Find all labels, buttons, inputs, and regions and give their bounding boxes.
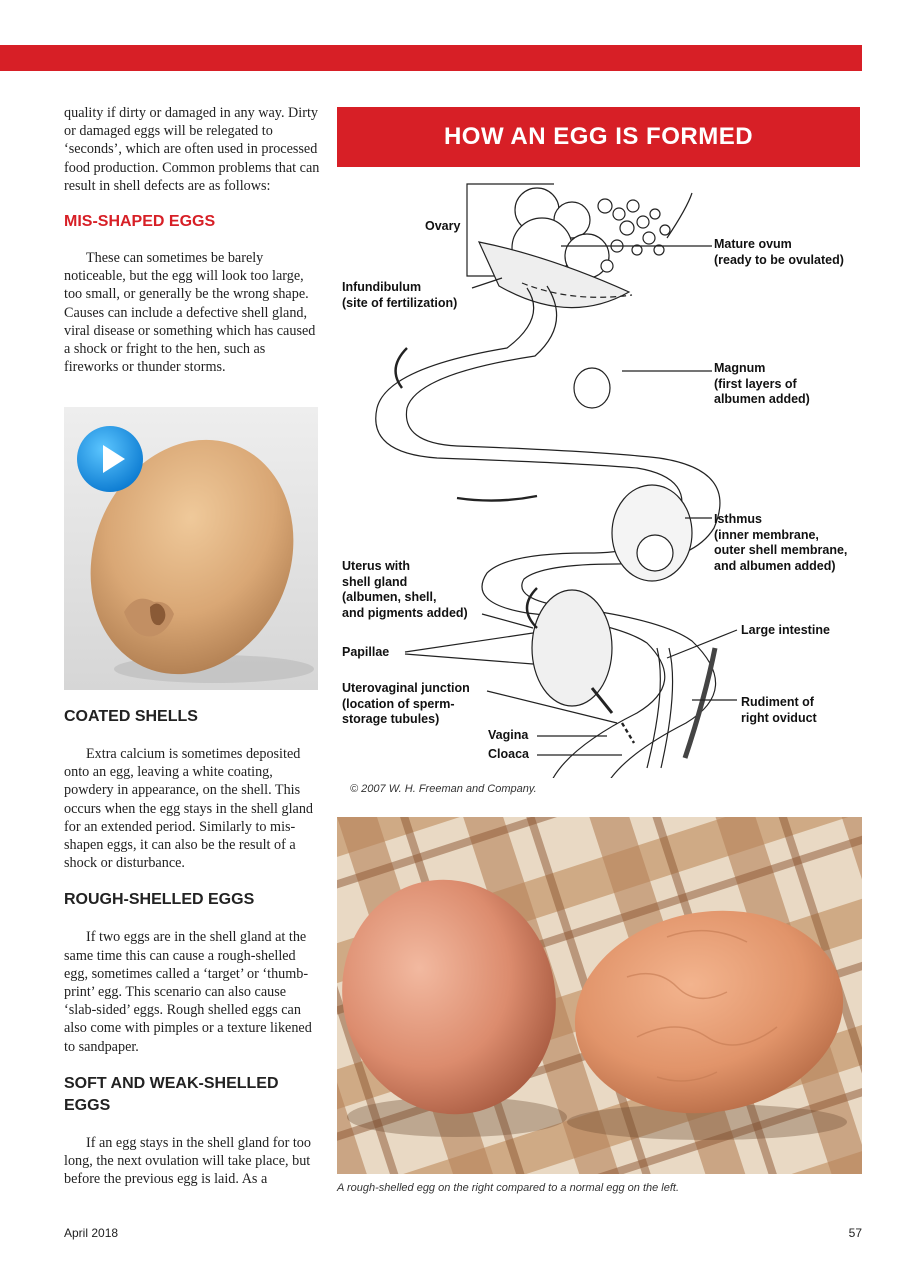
label-large-intestine: Large intestine [741, 623, 830, 637]
heading-rough-shelled-eggs: ROUGH-SHELLED EGGS [64, 891, 255, 909]
label-papillae: Papillae [342, 645, 390, 659]
label-ovary: Ovary [425, 219, 461, 233]
label-mature-ovum: Mature ovum (ready to be ovulated) [714, 237, 844, 267]
header-red-bar [0, 45, 862, 71]
footer-date: April 2018 [64, 1226, 119, 1240]
left-column-bottom [64, 706, 320, 1188]
heading-soft-weak-shelled-eggs: SOFT AND WEAK-SHELLED EGGS [64, 1074, 279, 1114]
label-uterovaginal-junction: Uterovaginal junction (location of sperm- storage tubules) [342, 681, 470, 726]
label-isthmus: Isthmus (inner membrane, outer shell membrane, and albumen added) [714, 512, 848, 573]
left-column-top [64, 104, 320, 376]
label-rudiment-right-oviduct: Rudiment of right oviduct [741, 695, 817, 725]
misshapen-egg-photo [64, 407, 318, 690]
heading-mis-shaped-eggs: MIS-SHAPED EGGS [64, 213, 216, 231]
paragraph-rough-shelled-eggs: If two eggs are in the shell gland at the same time this can cause a rough-shelled egg, sometimes called a ‘target’ or ‘thumb-print’ egg. This scenario can also cause ‘slab-sided’ eggs. Rough shelled eggs can also come with pimples or a texture likened to sandpaper. [64, 929, 312, 1055]
diagram-credit: © 2007 W. H. Freeman and Company. [350, 783, 537, 795]
page-number: 57 [848, 1226, 862, 1240]
label-vagina: Vagina [488, 728, 529, 742]
label-uterus: Uterus with shell gland (albumen, shell, and pigments added) [342, 559, 468, 620]
paragraph-mis-shaped-eggs: These can sometimes be barely noticeable, but the egg will look too large, too small, or generally be the wrong shape. Causes can include a defective shell gland, viral disease or something which has caused a shock or fright to the hen, such as fireworks or thunder storms. [64, 250, 316, 376]
label-magnum: Magnum (first layers of albumen added) [714, 361, 810, 406]
intro-paragraph: quality if dirty or damaged in any way. Dirty or damaged eggs will be relegated to ‘seconds’, which are often used in processed food production. Common problems that can result in shell defects are as follows: [64, 105, 320, 194]
rough-vs-normal-egg-photo [337, 817, 862, 1174]
photo-caption: A rough-shelled egg on the right compared to a normal egg on the left. [337, 1182, 680, 1194]
label-cloaca: Cloaca [488, 747, 529, 761]
paragraph-coated-shells: Extra calcium is sometimes deposited onto an egg, leaving a white coating, powdery in appearance, on the shell. This occurs when the egg stays in the shell gland for an extended period. Similarly to mis-shapen eggs, it can also be the result of a shock or disturbance. [64, 746, 314, 872]
play-icon[interactable] [76, 425, 144, 493]
label-infundibulum: Infundibulum (site of fertilization) [342, 280, 458, 310]
diagram-title: HOW AN EGG IS FORMED [337, 107, 860, 167]
heading-coated-shells: COATED SHELLS [64, 708, 198, 725]
paragraph-soft-weak-shelled-eggs: If an egg stays in the shell gland for too long, the next ovulation will take place, but before the previous egg is laid. As a [64, 1134, 311, 1188]
egg-formation-diagram [337, 178, 860, 778]
